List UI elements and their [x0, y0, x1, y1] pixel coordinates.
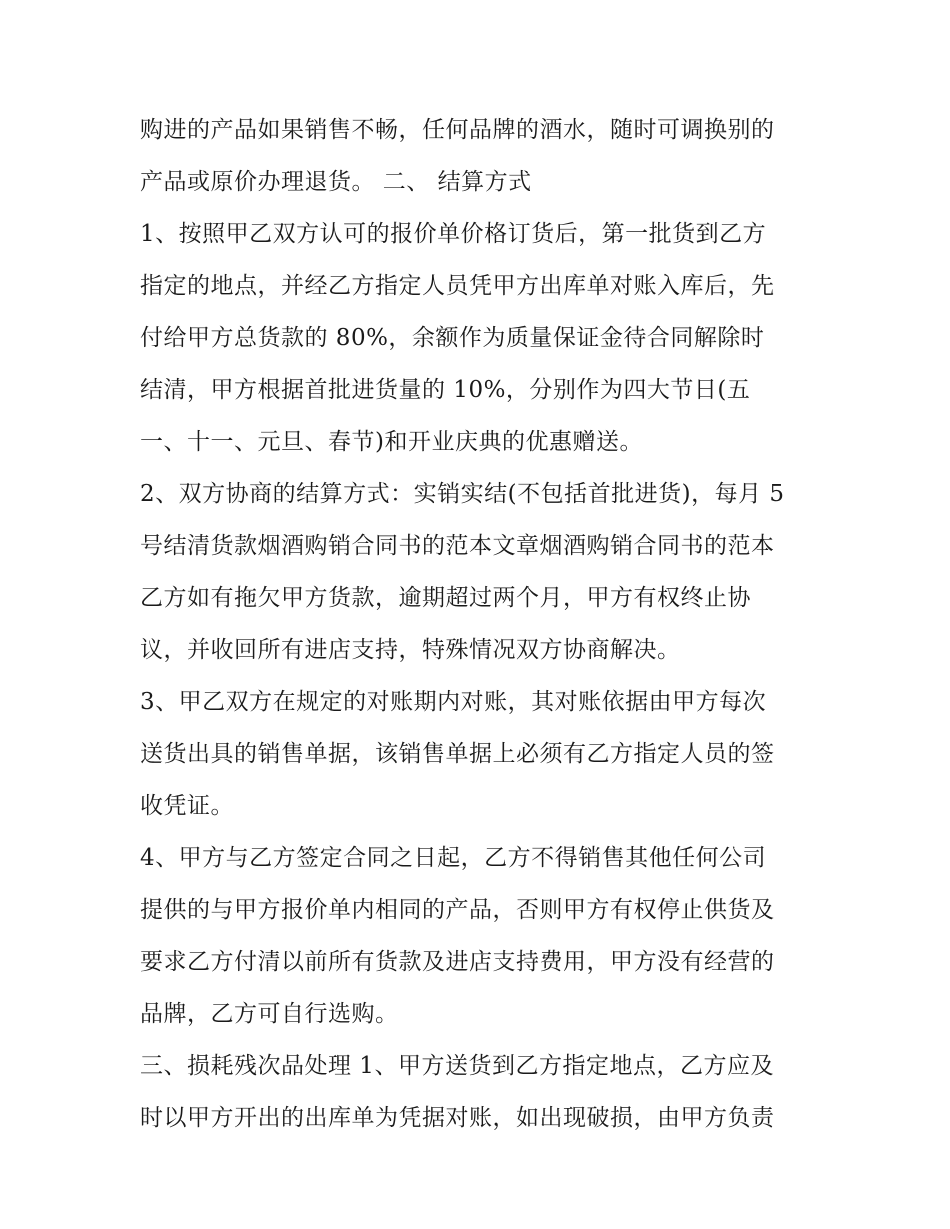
- text-line: 号结清货款烟酒购销合同书的范本文章烟酒购销合同书的范本: [140, 533, 775, 559]
- text-line: 2、双方协商的结算方式：实销实结(不包括首批进货)，每月 5: [140, 481, 785, 507]
- text-line: 一、十一、元旦、春节)和开业庆典的优惠赠送。: [140, 429, 643, 455]
- text-line: 提供的与甲方报价单内相同的产品，否则甲方有权停止供货及: [140, 897, 775, 923]
- text-line: 三、损耗残次品处理 1、甲方送货到乙方指定地点，乙方应及: [140, 1053, 774, 1079]
- text-line: 时以甲方开出的出库单为凭据对账，如出现破损，由甲方负责: [140, 1105, 775, 1131]
- text-line: 付给甲方总货款的 80%，余额作为质量保证金待合同解除时: [140, 325, 765, 351]
- text-line: 收凭证。: [140, 793, 234, 819]
- text-line: 4、甲方与乙方签定合同之日起，乙方不得销售其他任何公司: [140, 845, 767, 871]
- text-line: 品牌，乙方可自行选购。: [140, 1001, 399, 1027]
- text-line: 议，并收回所有进店支持，特殊情况双方协商解决。: [140, 637, 681, 663]
- text-line: 指定的地点，并经乙方指定人员凭甲方出库单对账入库后，先: [140, 273, 775, 299]
- text-line: 购进的产品如果销售不畅，任何品牌的酒水，随时可调换别的: [140, 117, 775, 143]
- text-line: 1、按照甲乙双方认可的报价单价格订货后，第一批货到乙方: [140, 221, 767, 247]
- text-line: 结清，甲方根据首批进货量的 10%，分别作为四大节日(五: [140, 377, 751, 403]
- text-line: 要求乙方付清以前所有货款及进店支持费用，甲方没有经营的: [140, 949, 775, 975]
- text-line: 3、甲乙双方在规定的对账期内对账，其对账依据由甲方每次: [140, 689, 767, 715]
- text-line: 产品或原价办理退货。 二、 结算方式: [140, 169, 532, 195]
- text-line: 送货出具的销售单据，该销售单据上必须有乙方指定人员的签: [140, 741, 775, 767]
- document-body: [140, 104, 820, 1144]
- text-line: 乙方如有拖欠甲方货款，逾期超过两个月，甲方有权终止协: [140, 585, 751, 611]
